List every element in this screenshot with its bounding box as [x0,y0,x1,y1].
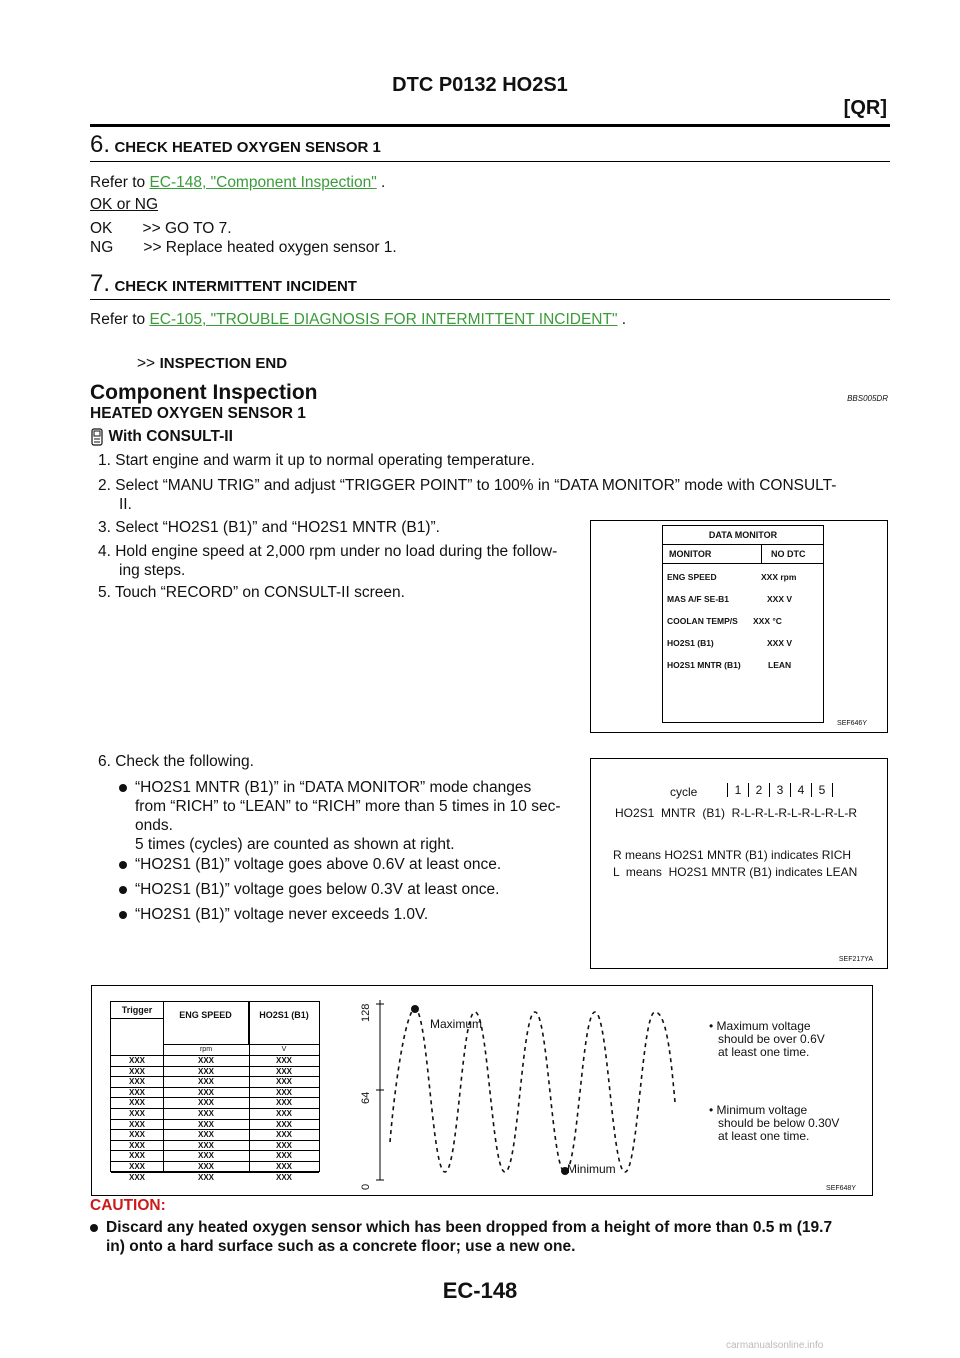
maximum-label: Maximum [430,1017,483,1031]
table-row [111,1087,319,1098]
table-cell: XXX [275,1151,292,1161]
step-number: 7. [90,270,111,297]
table-cell: XXX [275,1098,292,1108]
table-cell: XXX [275,1077,292,1087]
table-cell: XXX [197,1119,214,1129]
page-number: EC-148 [442,1278,518,1303]
table-cell: XXX [128,1119,145,1129]
table-row [111,1119,319,1130]
watermark: carmanualsonline.info [726,1340,824,1351]
table-cell: XXX [197,1108,214,1118]
intermittent-incident-link[interactable]: EC-105, "TROUBLE DIAGNOSIS FOR INTERMITTENT INCIDENT" [149,311,618,328]
subsection-title: HEATED OXYGEN SENSOR 1 [90,405,306,422]
table-cell: XXX [197,1077,214,1087]
table-cell: XXX [197,1056,214,1065]
table-cell: XXX [275,1056,292,1065]
procedure-step: 4. Hold engine speed at 2,000 rpm under no load during the follow- [98,543,558,560]
table-cell: XXX [275,1140,292,1150]
table-rows [111,1055,319,1182]
inspection-end: >> INSPECTION END [137,355,288,372]
table-row [111,1150,319,1161]
table-cell: XXX [197,1172,214,1182]
table-cell: XXX [275,1130,292,1140]
procedure-step: 2. Select “MANU TRIG” and adjust “TRIGGER POINT” to 100% in “DATA MONITOR” mode with CONSULT- [98,477,837,494]
step-6-heading [90,131,381,159]
bullet-icon [90,1224,98,1232]
table-cell: XXX [128,1130,145,1140]
min-voltage-note: • Minimum voltage should be below 0.30V at least one time. [709,1103,840,1143]
page-title: DTC P0132 HO2S1 [392,74,568,96]
table-row [111,1161,319,1172]
procedure-step-cont: II. [119,496,132,513]
header-rule [90,124,890,127]
table-cell: XXX [197,1130,214,1140]
procedure-step: 6. Check the following. [98,753,254,770]
y-tick-64: 64 [360,1091,372,1104]
table-row [111,1129,319,1140]
monitor-row: HO2S1 MNTR (B1) [667,660,741,670]
figure-data-monitor [590,520,888,733]
table-row [111,1140,319,1151]
oxygen-sensor-signal [390,1008,675,1172]
table-cell: XXX [275,1066,292,1076]
rich-legend: R means HO2S1 MNTR (B1) indicates RICH [613,848,852,862]
procedure-step-cont: ing steps. [119,562,186,579]
figure-id: SEF648Y [826,1185,856,1192]
table-row [111,1097,319,1108]
y-tick-128: 128 [360,1003,372,1022]
step-6-refer: Refer to EC-148, "Component Inspection" . [90,174,386,191]
section-id: BBS005DR [847,394,888,403]
table-cell: XXX [197,1098,214,1108]
table-cell: XXX [275,1172,292,1182]
table-cell: XXX [128,1140,145,1150]
table-row [111,1076,319,1087]
ng-result: NG >> Replace heated oxygen sensor 1. [90,239,397,256]
table-cell: XXX [128,1151,145,1161]
cycle-number: 3 [769,783,790,797]
table-cell: XXX [275,1108,292,1118]
table-cell: XXX [197,1087,214,1097]
ok-result: OK >> GO TO 7. [90,220,232,237]
table-cell: XXX [275,1161,292,1171]
mntr-sequence: HO2S1 MNTR (B1) R-L-R-L-R-L-R-L-R-L-R [615,806,858,820]
monitor-value: XXX V [767,594,793,604]
trigger-table [110,1001,320,1182]
cycle-numbers [727,783,833,797]
cycle-number: 1 [727,783,748,797]
dtc-status: NO DTC [771,549,806,559]
table-cell: XXX [197,1066,214,1076]
monitor-value: XXX V [767,638,793,648]
monitor-title: DATA MONITOR [663,526,823,545]
table-cell: XXX [128,1172,145,1182]
table-cell: XXX [275,1087,292,1097]
table-cell: XXX [197,1140,214,1150]
step-7-refer: Refer to EC-105, "TROUBLE DIAGNOSIS FOR INTERMITTENT INCIDENT" . [90,311,627,328]
cycle-number: 5 [811,783,833,797]
table-row [111,1108,319,1119]
bullet-icon [119,886,127,894]
component-inspection-link[interactable]: EC-148, "Component Inspection" [149,174,377,191]
monitor-row: HO2S1 (B1) [667,638,714,648]
consult-tool-icon [90,428,104,446]
voltage-waveform-chart [350,992,680,1192]
bullet-icon [119,784,127,792]
table-cell: XXX [128,1108,145,1118]
unit-rpm: rpm [199,1046,213,1053]
maximum-point [411,1005,419,1013]
cycle-number: 4 [790,783,811,797]
figure-id: SEF217YA [838,956,873,963]
monitor-row: COOLAN TEMP/S [667,616,738,626]
section-title: Component Inspection [90,381,318,404]
monitor-value: LEAN [768,660,792,670]
table-row [111,1055,319,1066]
step-title: CHECK INTERMITTENT INCIDENT [114,278,357,295]
minimum-label: Minimum [567,1162,616,1176]
figure-waveform [91,985,873,1196]
check-bullet: “HO2S1 (B1)” voltage never exceeds 1.0V. [119,906,428,924]
table-cell: XXX [128,1056,145,1065]
step-7-rule [90,299,890,300]
table-row [111,1172,319,1183]
table-cell: XXX [128,1087,145,1097]
step-6-rule [90,161,890,162]
table-cell: XXX [197,1161,214,1171]
lean-legend: L means HO2S1 MNTR (B1) indicates LEAN [613,865,858,879]
caution-text: Discard any heated oxygen sensor which has been dropped from a height of more than 0.5 m (19.7 in) onto a hard surface such as a concrete floor; use a new one. [90,1218,832,1256]
table-cell: XXX [128,1161,145,1171]
check-bullet: “HO2S1 (B1)” voltage goes above 0.6V at least once. [119,856,501,874]
okng-label: OK or NG [90,196,159,213]
consult-heading: With CONSULT-II [90,428,233,446]
procedure-step: 3. Select “HO2S1 (B1)” and “HO2S1 MNTR (B1)”. [98,519,440,536]
step-7-heading [90,270,357,298]
cycle-label: cycle [670,785,698,799]
table-header-speed: ENG SPEED [163,1002,249,1044]
max-voltage-note: • Maximum voltage should be over 0.6V at least one time. [709,1019,825,1059]
monitor-screen [662,525,824,723]
table-cell: XXX [128,1077,145,1087]
check-bullet: “HO2S1 MNTR (B1)” in “DATA MONITOR” mode changes from “RICH” to “LEAN” to “RICH” more than 5 times in 10 sec- onds. 5 times (cycles) are counted as shown at right. [119,778,561,854]
table-cell: XXX [128,1098,145,1108]
monitor-value: XXX rpm [761,572,797,582]
table-header-trigger: Trigger [111,1002,164,1019]
cycle-number: 2 [748,783,769,797]
step-number: 6. [90,131,111,158]
caution-label: CAUTION: [90,1197,166,1214]
table-cell: XXX [128,1066,145,1076]
procedure-step: 1. Start engine and warm it up to normal operating temperature. [98,452,535,469]
page-subtitle: [QR] [843,97,887,119]
unit-volt: V [281,1046,287,1053]
check-bullet: “HO2S1 (B1)” voltage goes below 0.3V at least once. [119,881,499,899]
bullet-icon [119,861,127,869]
monitor-header-row [663,545,823,564]
step-title: CHECK HEATED OXYGEN SENSOR 1 [114,139,381,156]
table-row [111,1066,319,1077]
y-tick-0: 0 [360,1183,372,1190]
table-cell: XXX [197,1151,214,1161]
monitor-row: ENG SPEED [667,572,717,582]
figure-cycle-count [590,758,888,969]
procedure-step: 5. Touch “RECORD” on CONSULT-II screen. [98,584,405,601]
monitor-row: MAS A/F SE-B1 [667,594,730,604]
monitor-col-label: MONITOR [669,549,712,559]
table-cell: XXX [275,1119,292,1129]
figure-id: SEF646Y [837,720,867,727]
table-header-ho2s1: HO2S1 (B1) [259,1010,309,1020]
bullet-icon [119,911,127,919]
monitor-value: XXX °C [753,616,782,626]
